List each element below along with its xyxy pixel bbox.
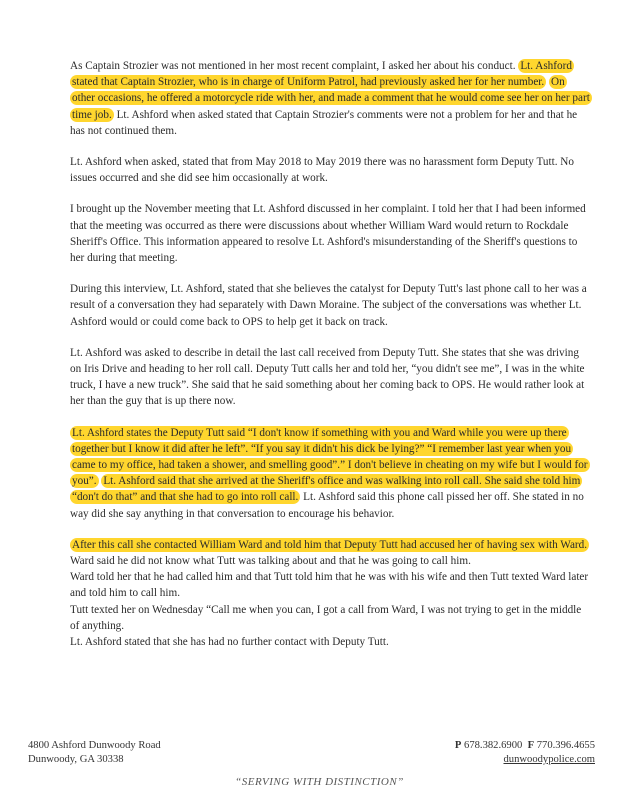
contact-numbers [455,739,595,753]
highlighted-text: Lt. Ashford said that she arrived at the Sheriff's office and was walking into roll call. She said she told him “don't do that” and that she had to go into roll call. [72,475,581,504]
paragraph [70,58,590,139]
paragraph-text: Lt. Ashford when asked, stated that from May 2018 to May 2019 there was no harassment form Deputy Tutt. No issues occurred and she did see him occasionally at work. [70,156,574,185]
paragraph-text: As Captain Strozier was not mentioned in her most recent complaint, I asked her about his conduct. [70,60,519,72]
paragraph-text: Ward said he did not know what Tutt was talking about and that he was going to call him. [70,555,471,568]
website-link[interactable]: dunwoodypolice.com [503,754,595,765]
paragraph-text: Tutt texted her on Wednesday “Call me when you can, I got a call from Ward, I was not trying to get in the middle of anything. [70,603,582,632]
paragraph [70,425,590,522]
fax-label: F [527,740,535,751]
highlighted-text: Lt. Ashford states the Deputy Tutt said “I don't know if something with you and Ward while you were up there together but I know it did after he left”. “If you say it didn't his dick be lying?” “I remember last year when you came to my office, had taken a shower, and smelling good”.” I don't believe in cheating on my wife but I would for you”. [72,426,588,488]
paragraph-text: Lt. Ashford when asked stated that Captain Strozier's comments were not a problem for her and that he has not continued them. [70,108,578,137]
paragraph [70,569,590,601]
paragraph-text: Lt. Ashford said this phone call pissed her off. She stated in no way did she say anything in that conversation to encourage his behavior. [70,491,584,520]
footer-contact [455,739,595,767]
paragraph [70,602,590,634]
paragraph-text: I brought up the November meeting that Lt. Ashford discussed in her complaint. I told her that I had been informed that the meeting was occurred as there were discussions about whether William Ward would return to Rockdale Sheriff's Office. This information appeared to resolve Lt. Ashford's misunderstanding of the Sheriff's questions to her during that meeting. [70,203,586,265]
highlighted-text: Lt. Ashford stated that Captain Strozier, who is in charge of Uniform Patrol, had previously asked her for her number. [72,60,572,89]
address-line-2: Dunwoody, GA 30338 [28,754,124,765]
address-line-1: 4800 Ashford Dunwoody Road [28,740,161,751]
highlighted-text: On other occasions, he offered a motorcycle ride with her, and made a comment that he would come see her on her part time job. [72,76,590,121]
highlighted-text: After this call she contacted William Ward and told him that Deputy Tutt had accused her of having sex with Ward. [72,538,588,551]
phone-number: 678.382.6900 [464,740,523,751]
fax-number: 770.396.4655 [536,740,595,751]
paragraph [70,345,590,410]
paragraph-text: Lt. Ashford was asked to describe in detail the last call received from Deputy Tutt. She states that she was driving on Iris Drive and heading to her roll call. Deputy Tutt calls her and told her, “you didn't see me”, I was in the white truck, I have a new truck”. She said that he said something about her coming back to OPS. He would rather look at her than the guy that is up there now. [70,346,585,408]
footer-address [28,739,161,767]
paragraph [70,537,590,569]
paragraph [70,201,590,266]
paragraph-text: Ward told her that he had called him and that Tutt told him that he was with his wife and then Tutt texted Ward later and told him to call him. [70,571,589,600]
paragraph-text: Lt. Ashford stated that she has had no further contact with Deputy Tutt. [70,636,389,649]
document-body [70,58,590,650]
paragraph [70,634,590,650]
paragraph-text: During this interview, Lt. Ashford, stated that she believes the catalyst for Deputy Tutt's last phone call to her was a result of a conversation they had separately with Dawn Moraine. The subject of the conversations was whether Lt. Ashford would or could come back to OPS to help get it back on track. [70,283,587,328]
paragraph [70,281,590,330]
footer-motto: “SERVING WITH DISTINCTION” [235,776,404,788]
paragraph [70,154,590,186]
phone-label: P [454,740,462,751]
